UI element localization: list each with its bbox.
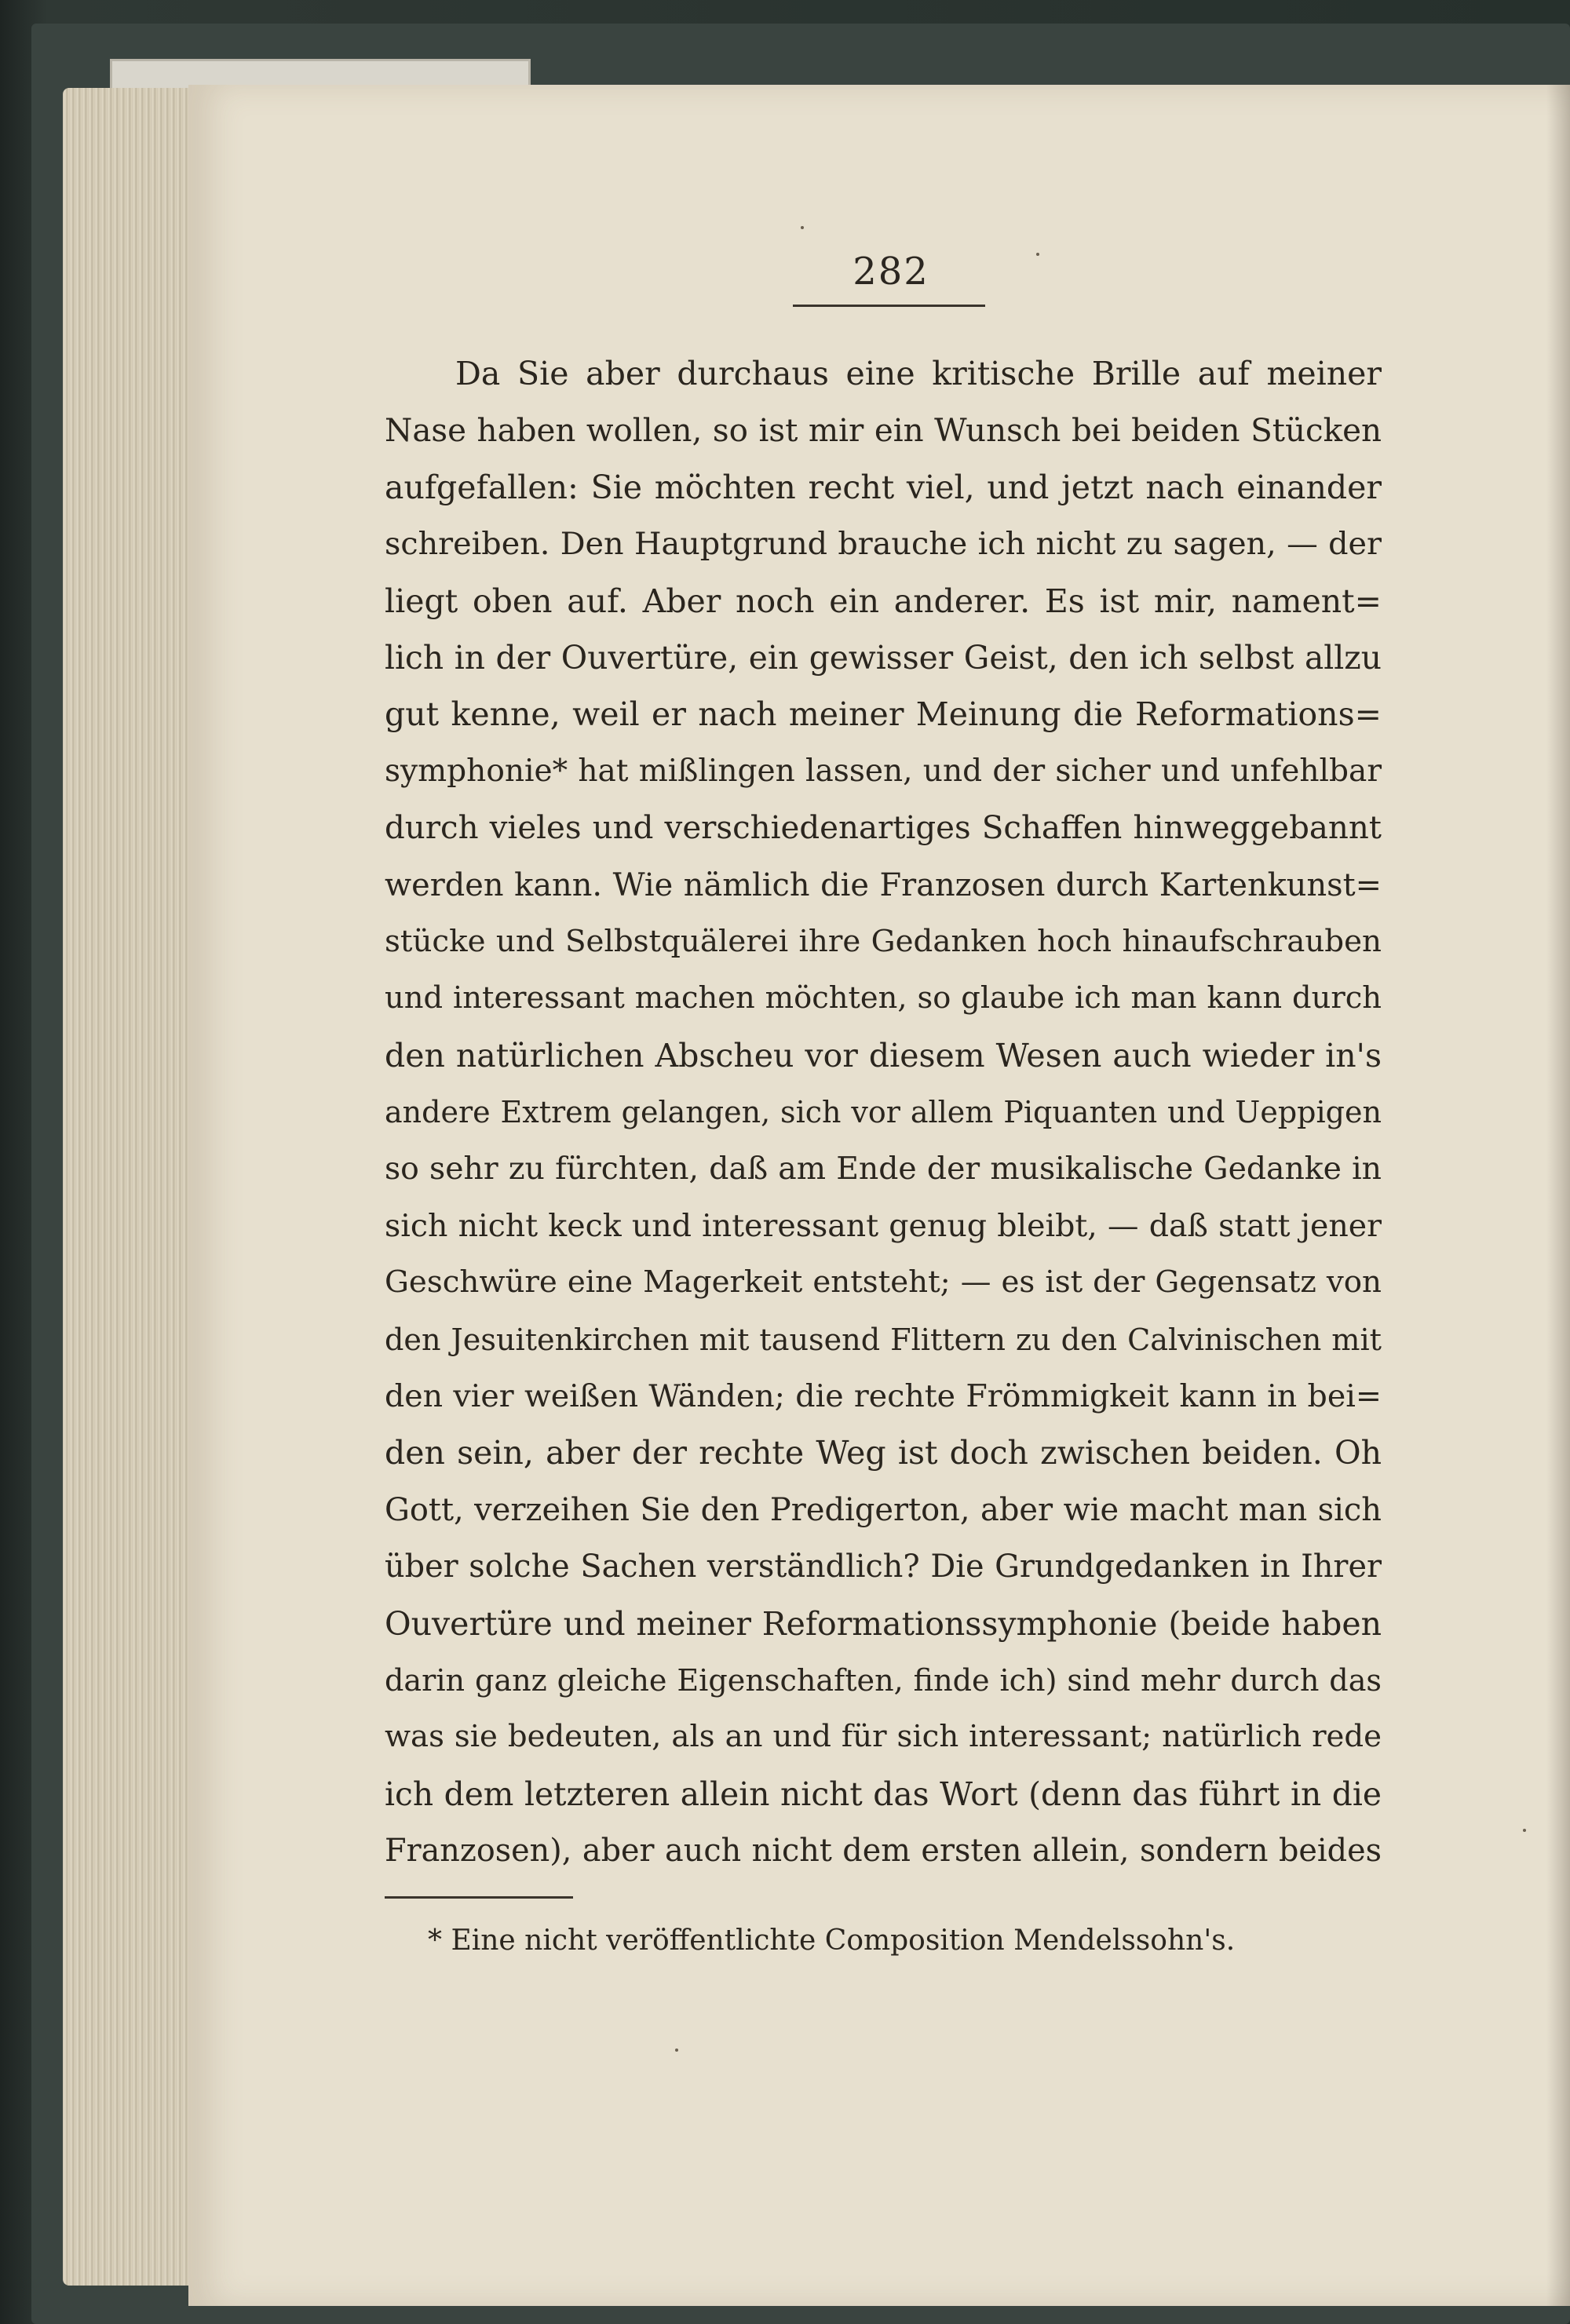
text-line: gut kenne, weil er nach meiner Meinung die Reformations=	[385, 695, 1382, 734]
text-line: aufgefallen: Sie möchten recht viel, und jetzt nach einander	[385, 468, 1382, 506]
text-line: stücke und Selbstquälerei ihre Gedanken hoch hinaufschrauben	[385, 923, 1382, 959]
paper-speck	[675, 2049, 678, 2052]
text-line: Franzosen), aber auch nicht dem ersten allein, sondern beides	[385, 1833, 1382, 1870]
text-line: schreiben. Den Hauptgrund brauche ich nicht zu sagen, — der	[385, 526, 1382, 563]
text-line: lich in der Ouvertüre, ein gewisser Geist, den ich selbst allzu	[385, 638, 1382, 677]
text-line: Ouvertüre und meiner Reformationssymphonie (beide haben	[385, 1604, 1382, 1643]
header-rule	[793, 305, 985, 307]
body-text	[385, 345, 1382, 1880]
text-line: den vier weißen Wänden; die rechte Frömmigkeit kann in bei=	[385, 1378, 1382, 1415]
text-line: durch vieles und verschiedenartiges Schaffen hinweggebannt	[385, 809, 1382, 847]
text-line: den sein, aber der rechte Weg ist doch zwischen beiden. Oh	[385, 1434, 1382, 1472]
text-line: Da Sie aber durchaus eine kritische Brille auf meiner	[455, 355, 1382, 392]
paper-speck	[1523, 1829, 1526, 1832]
text-line: Geschwüre eine Magerkeit entsteht; — es ist der Gegensatz von	[385, 1264, 1382, 1301]
text-line: symphonie* hat mißlingen lassen, und der sicher und unfehlbar	[385, 753, 1382, 789]
paper-speck	[801, 226, 804, 229]
text-line: darin ganz gleiche Eigenschaften, finde ich) sind mehr durch das	[385, 1662, 1382, 1698]
footnote: * Eine nicht veröffentlichte Composition Mendelssohn's.	[428, 1925, 1236, 1957]
page-edge-shadow	[1546, 85, 1570, 2306]
text-line: Nase haben wollen, so ist mir ein Wunsch bei beiden Stücken	[385, 411, 1382, 450]
text-line: ich dem letzteren allein nicht das Wort (denn das führt in die	[385, 1775, 1382, 1813]
text-line: werden kann. Wie nämlich die Franzosen durch Kartenkunst=	[385, 866, 1382, 903]
text-line: so sehr zu fürchten, daß am Ende der musikalische Gedanke in	[385, 1151, 1382, 1188]
paper-speck	[1036, 253, 1039, 256]
text-line: Gott, verzeihen Sie den Predigerton, aber wie macht man sich	[385, 1491, 1382, 1528]
text-line: den Jesuitenkirchen mit tausend Flittern zu den Calvinischen mit	[385, 1322, 1382, 1357]
page-number: 282	[853, 250, 929, 294]
text-line: den natürlichen Abscheu vor diesem Wesen auch wieder in's	[385, 1036, 1382, 1074]
text-line: liegt oben auf. Aber noch ein anderer. Es ist mir, nament=	[385, 582, 1382, 620]
footnote-rule	[385, 1896, 573, 1899]
text-line: und interessant machen möchten, so glaube ich man kann durch	[385, 980, 1382, 1016]
text-line: was sie bedeuten, als an und für sich interessant; natürlich rede	[385, 1719, 1382, 1755]
text-line: über solche Sachen verständlich? Die Grundgedanken in Ihrer	[385, 1549, 1382, 1585]
text-line: sich nicht keck und interessant genug bleibt, — daß statt jener	[385, 1207, 1382, 1244]
text-line: andere Extrem gelangen, sich vor allem Piquanten und Ueppigen	[385, 1095, 1382, 1130]
